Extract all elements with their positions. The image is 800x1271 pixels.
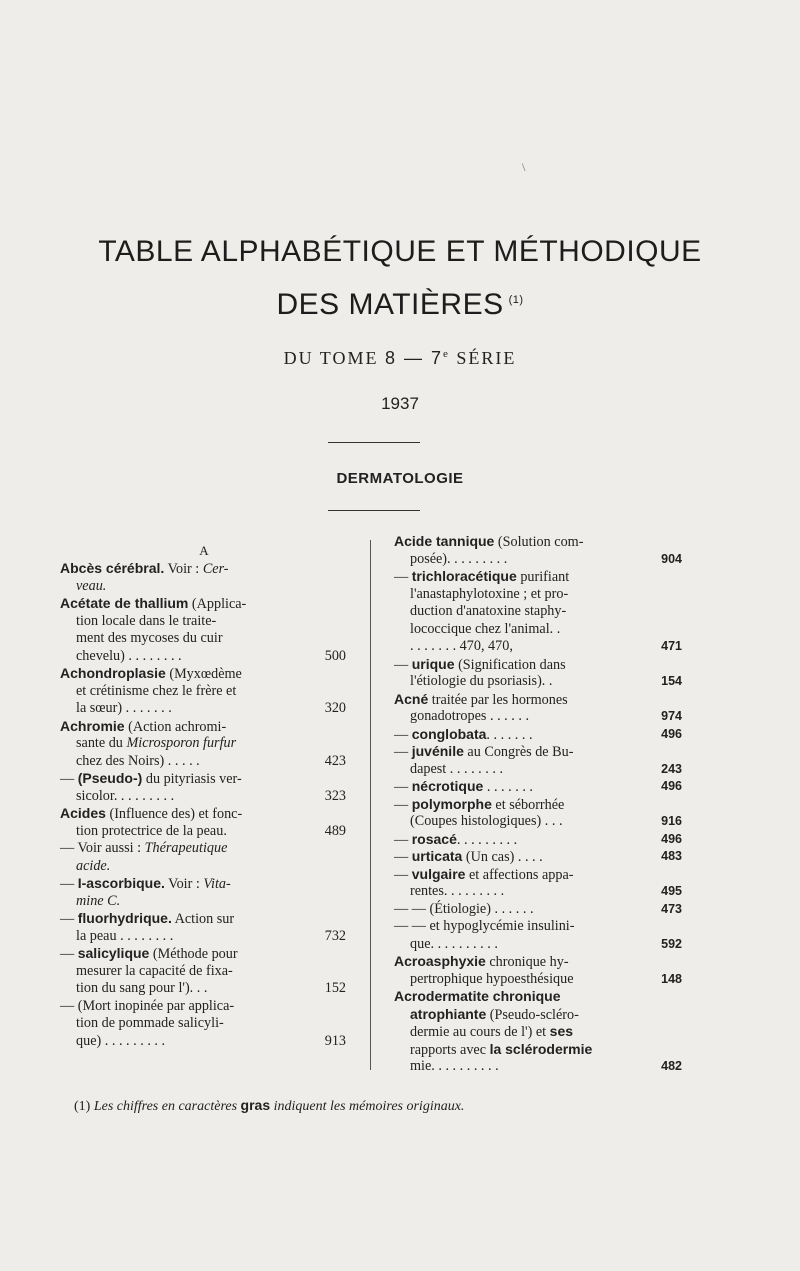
entry-text: — — et hypoglycémie insulini- [394, 918, 575, 934]
index-line [394, 953, 682, 971]
entry-text: (Myxœdème [165, 666, 242, 682]
entry-text: . . . . . . . . . [456, 831, 518, 848]
volume-subtitle [0, 348, 800, 369]
index-line [60, 1015, 348, 1033]
entry-text: chronique hy- [485, 954, 569, 970]
index-line [394, 533, 682, 551]
entry-text: (Action achromi- [124, 718, 227, 735]
right-entries [394, 533, 682, 1076]
entry-text: tion protectrice de la peau. [76, 822, 227, 839]
entry-text: (Applica- [188, 596, 247, 612]
entry-keyword: vulgaire [411, 865, 466, 882]
year: 1937 [381, 394, 419, 413]
page-title [0, 228, 800, 329]
entry-text: mesurer la capacité de fixa- [76, 962, 233, 979]
page-number: 243 [661, 761, 682, 776]
entry-text: Voir : [164, 876, 204, 892]
index-line [394, 1058, 682, 1076]
index-line [394, 621, 682, 639]
index-line [60, 788, 348, 806]
entry-text: — [60, 771, 78, 787]
page-number: 495 [661, 884, 682, 898]
section-letter: A [199, 543, 209, 558]
index-line [60, 910, 348, 928]
entry-text: (Un cas) . . . . [462, 849, 543, 865]
index-line [394, 708, 682, 726]
entry-keyword: atrophiante [410, 1005, 487, 1022]
footnote-text-bold: gras [240, 1097, 271, 1113]
index-line [60, 613, 348, 631]
entry-keyword: urique [411, 655, 455, 672]
index-line [60, 630, 348, 648]
entry-text: au Congrès de Bu- [463, 744, 574, 760]
entry-text: que) . . . . . . . . . [76, 1032, 166, 1049]
index-line [60, 875, 348, 893]
index-line [60, 648, 348, 666]
entry-text: posée). . . . . . . . . [410, 550, 508, 567]
entry-text: l'étiologie du psoriasis). . [410, 673, 553, 689]
entry-text: acide. [76, 857, 111, 874]
entry-text: (Solution com- [494, 534, 584, 550]
entry-keyword: Acrodermatite chronique [394, 988, 561, 1004]
index-line [60, 560, 348, 578]
footnote-text-c: indiquent les mémoires originaux. [270, 1099, 465, 1114]
index-line [60, 700, 348, 718]
entry-keyword: nécrotique [411, 778, 484, 794]
entry-text: . . . . . . . [486, 726, 533, 743]
index-line [394, 988, 682, 1006]
index-line [394, 691, 682, 709]
entry-keyword: Acide tannique [394, 533, 495, 549]
index-line [394, 796, 682, 814]
entry-text: — [394, 849, 412, 865]
entry-text: — [60, 876, 78, 892]
entry-text: — [60, 946, 78, 962]
entry-text: rapports avec [410, 1041, 490, 1058]
divider-top [328, 442, 420, 443]
index-line [394, 831, 682, 849]
entry-text: — [394, 866, 412, 883]
subtitle-mid: — 7 [396, 348, 443, 368]
title-footnote-marker: (1) [508, 294, 524, 306]
index-line [60, 858, 348, 876]
entry-text: — [394, 831, 412, 848]
index-line [60, 823, 348, 841]
entry-text: Vita- [203, 876, 231, 892]
page-number: 732 [324, 927, 346, 944]
entry-keyword: I-ascorbique. [77, 875, 165, 891]
index-line [394, 813, 682, 831]
entry-text: — [394, 569, 412, 585]
subtitle-suffix: SÉRIE [449, 348, 517, 368]
entry-text: traitée par les hormones [428, 691, 568, 708]
index-line [60, 893, 348, 911]
index-line [394, 901, 682, 919]
page-number: 482 [661, 1059, 682, 1073]
page-number: 974 [661, 709, 682, 723]
entry-keyword: fluorhydrique. [77, 910, 172, 926]
entry-keyword: salicylique [77, 945, 150, 961]
index-line [60, 945, 348, 963]
title-line-1: TABLE ALPHABÉTIQUE ET MÉTHODIQUE [98, 235, 702, 268]
footnote-number: (1) [74, 1099, 91, 1114]
index-line [394, 1041, 682, 1059]
index-line [394, 743, 682, 761]
index-line [394, 568, 682, 586]
entry-text: rentes. . . . . . . . . [410, 883, 505, 899]
page-number: 500 [324, 647, 346, 664]
index-line [394, 971, 682, 989]
index-line [394, 1006, 682, 1024]
page-number: 904 [661, 551, 682, 566]
stray-mark: \ [522, 160, 526, 174]
volume-number: 8 [384, 348, 397, 368]
entry-text: la sœur) . . . . . . . [76, 700, 172, 716]
page-number: 496 [661, 726, 682, 741]
index-line [60, 753, 348, 771]
index-line [60, 805, 348, 823]
entry-keyword: Abcès cérébral. [60, 560, 165, 576]
entry-text: — [394, 726, 412, 743]
divider-bottom [328, 510, 420, 511]
entry-text: (Méthode pour [149, 946, 238, 962]
page-number: 496 [661, 831, 682, 846]
entry-text: (Pseudo-scléro- [486, 1006, 579, 1023]
entry-keyword: (Pseudo-) [77, 770, 143, 786]
index-line [394, 761, 682, 779]
section-title: DERMATOLOGIE [336, 470, 464, 487]
entry-keyword: la sclérodermie [489, 1040, 593, 1057]
subtitle-prefix: DU TOME [283, 348, 385, 368]
page-number: 471 [661, 639, 682, 653]
index-line [394, 936, 682, 954]
page-number: 152 [324, 980, 346, 996]
entry-keyword: juvénile [411, 743, 464, 759]
entry-text: et affections appa- [465, 866, 574, 883]
index-line [60, 718, 348, 736]
entry-text: dapest . . . . . . . . [410, 760, 503, 777]
index-line [394, 726, 682, 744]
entry-text: — (Mort inopinée par applica- [60, 997, 235, 1014]
index-line [394, 551, 682, 569]
entry-text: ment des mycoses du cuir [76, 630, 223, 646]
entry-text: . . . . . . . [483, 779, 533, 795]
entry-text: tion du sang pour l'). . . [76, 980, 208, 996]
entry-text: tion de pommade salicyli- [76, 1015, 224, 1031]
entry-text: pertrophique hypoesthésique [410, 970, 574, 987]
index-line [60, 665, 348, 683]
entry-keyword: Acroasphyxie [394, 953, 486, 969]
entry-keyword: rosacé [411, 830, 457, 847]
entry-text: veau. [76, 577, 107, 594]
entry-text: — — (Étiologie) . . . . . . [394, 900, 534, 917]
entry-text: — Voir aussi : [60, 840, 145, 856]
page-number: 489 [324, 822, 346, 839]
entry-text: sicolor. . . . . . . . . [76, 787, 175, 804]
title-line-2 [0, 276, 800, 329]
entry-keyword: Achromie [60, 717, 125, 734]
index-line [394, 778, 682, 796]
index-line [394, 638, 682, 656]
page-number: 913 [324, 1032, 346, 1049]
entry-text: — [394, 744, 412, 760]
entry-text: gonadotropes . . . . . . [410, 708, 530, 724]
index-line [394, 673, 682, 691]
page-number: 323 [324, 787, 346, 804]
index-line [60, 1033, 348, 1051]
entry-text: mie. . . . . . . . . . [410, 1058, 499, 1074]
index-line [394, 656, 682, 674]
entry-text: sante du [76, 735, 127, 751]
entry-keyword: ses [549, 1023, 574, 1039]
index-line [60, 770, 348, 788]
entry-text: — [60, 911, 78, 927]
page-number: 916 [661, 814, 682, 828]
subtitle-superscript: e [442, 348, 450, 360]
entry-keyword: Acides [60, 805, 106, 821]
entry-keyword: Acné [394, 690, 429, 707]
entry-text: . . . . . . . 470, 470, [410, 638, 513, 654]
index-line [394, 918, 682, 936]
page-number: 483 [661, 849, 682, 863]
index-line [394, 883, 682, 901]
entry-text: duction d'anatoxine staphy- [410, 603, 567, 619]
page-number: 148 [661, 971, 682, 986]
index-line [60, 683, 348, 701]
entry-text: lococcique chez l'animal. . [410, 620, 561, 637]
entry-text: l'anastaphylotoxine ; et pro- [410, 585, 569, 602]
index-line [394, 1023, 682, 1041]
index-line [394, 603, 682, 621]
index-line [394, 866, 682, 884]
entry-text: mine C. [76, 892, 121, 909]
entry-keyword: polymorphe [411, 795, 492, 812]
index-line [60, 928, 348, 946]
entry-text: dermie au cours de l') et [410, 1024, 550, 1040]
index-line [60, 998, 348, 1016]
entry-text: et crétinisme chez le frère et [76, 682, 237, 699]
entry-keyword: urticata [411, 848, 463, 864]
left-entries [60, 560, 348, 1050]
page-number: 154 [661, 674, 682, 688]
index-line [394, 848, 682, 866]
entry-text: (Coupes histologiques) . . . [410, 813, 563, 829]
index-line [60, 735, 348, 753]
index-line [60, 963, 348, 981]
entry-text: et séborrhée [491, 796, 565, 813]
entry-text: que. . . . . . . . . . [410, 935, 498, 952]
entry-text: — [394, 656, 412, 673]
index-line [60, 595, 348, 613]
entry-keyword: Acétate de thallium [60, 595, 189, 611]
page-number: 423 [324, 752, 346, 769]
footnote [74, 1097, 464, 1115]
entry-text: la peau . . . . . . . . [76, 927, 174, 944]
entry-text: tion locale dans le traite- [76, 612, 217, 629]
page-number: 592 [661, 936, 682, 951]
index-line [60, 980, 348, 998]
entry-text: — [394, 796, 412, 813]
entry-text: Cer- [202, 561, 229, 577]
entry-text: (Signification dans [454, 656, 566, 673]
entry-text: Thérapeutique [144, 840, 228, 856]
page-number: 320 [324, 700, 346, 716]
index-line [60, 840, 348, 858]
page-number: 473 [661, 901, 682, 916]
index-column-left [60, 533, 348, 1050]
index-column-right [394, 533, 682, 1076]
footnote-text-a: Les chiffres en caractères [90, 1099, 241, 1114]
entry-text: — [394, 779, 412, 795]
page-number: 496 [661, 779, 682, 793]
entry-text: chevelu) . . . . . . . . [76, 647, 182, 664]
title-line-2-text: DES MATIÈRES [276, 288, 504, 321]
column-divider [370, 540, 371, 1070]
entry-text: purifiant [516, 569, 570, 585]
entry-text: Voir : [164, 561, 203, 577]
entry-keyword: conglobata [411, 725, 487, 742]
index-line [60, 578, 348, 596]
entry-text: chez des Noirs) . . . . . [76, 752, 200, 769]
entry-text: du pityriasis ver- [142, 771, 242, 787]
entry-keyword: trichloracétique [411, 568, 517, 584]
entry-text: Action sur [171, 911, 235, 927]
entry-text: (Influence des) et fonc- [105, 806, 243, 822]
entry-text: Microsporon furfur [126, 735, 237, 751]
index-line [394, 586, 682, 604]
entry-keyword: Achondroplasie [60, 665, 166, 681]
